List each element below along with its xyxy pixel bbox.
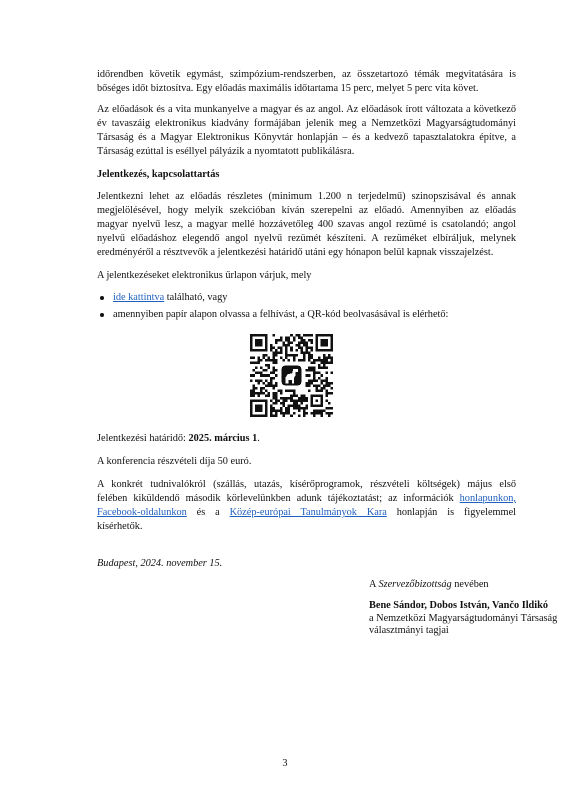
list-item — [97, 291, 516, 305]
text-line: megjelölésével, hogy melyik szekcióban kíván szerepelni az előadó. Amennyiben az előadás — [97, 205, 516, 216]
qr-code[interactable] — [250, 334, 333, 417]
text-line: Társaság és a Magyar Elektronikus Könyvtár honlapján – és a kedvező tapasztalatokra építve, a — [97, 132, 516, 143]
bullet-list — [97, 291, 516, 322]
faculty-link[interactable]: Közép-európai Tanulmányok Kara — [229, 507, 387, 518]
text-span: felében kiküldendő második körlevelünkben adunk tájékoztatást; az információk — [97, 493, 460, 504]
section-heading: Jelentkezés, kapcsolattartás — [97, 169, 220, 180]
text-line: Az előadások és a vita munkanyelve a magyar és az angol. Az előadások írott változata a következő — [97, 104, 516, 115]
text-line: év tavaszáig elektronikus kiadvány formájában jelenik meg a Nemzetközi Magyarságtudományi — [97, 118, 516, 129]
paragraph-schedule — [97, 68, 516, 96]
paragraph-application — [97, 190, 516, 260]
signatory-org: a Nemzetközi Magyarságtudományi Társaság — [369, 612, 558, 624]
text-span: honlapján is figyelemmel — [386, 507, 517, 518]
paragraph-language — [97, 103, 516, 159]
signature-block — [369, 600, 559, 638]
deadline-end: . — [257, 433, 260, 444]
text-line — [97, 492, 516, 506]
text-line: eredményéről a résztvevők a jelentkezési határidő utáni egy hónapon belül kapnak visszajelzést. — [97, 247, 494, 258]
text-span: nevében — [451, 579, 489, 590]
deadline-label: Jelentkezési határidő: — [97, 433, 189, 444]
text-line: magyar nyelvű lesz, a magyar mellé hozzávetőleg 400 szavas angol rezümé is csatolandó; angol — [97, 219, 516, 230]
text-line: Jelentkezni lehet az előadás részletes (minimum 1.200 n terjedelmű) szinopszisával és annak — [97, 191, 516, 202]
signatory-names: Bene Sándor, Dobos István, Vančo Ildikó — [369, 600, 549, 611]
list-item-text: amennyiben papír alapon olvassa a felhívást, a QR-kód beolvasásával is elérhető: — [113, 309, 449, 320]
text-line: nyelvű előadáshoz elegendő angol nyelvű rezümét készíteni. A rezüméket elbíráljuk, melynek — [97, 233, 516, 244]
fee-line: A konferencia részvételi díja 50 euró. — [97, 456, 252, 467]
page-number: 3 — [282, 758, 288, 769]
paragraph-form-intro: A jelentkezéseket elektronikus űrlapon várjuk, mely — [97, 270, 312, 281]
facebook-link[interactable]: Facebook-oldalunkon — [97, 507, 187, 518]
committee-name: Szervezőbizottság — [378, 579, 452, 590]
text-line: kísérhetők. — [97, 521, 143, 532]
text-line — [97, 506, 516, 520]
list-item-text: található, vagy — [164, 292, 228, 303]
deadline-date: 2025. március 1 — [188, 433, 258, 444]
text-span: A — [369, 579, 379, 590]
deadline-line — [97, 432, 516, 446]
form-link[interactable]: ide kattintva — [113, 292, 165, 303]
text-line: bőséges időt biztosítva. Egy előadás maximális időtartama 15 perc, melyet 5 perc vita követ. — [97, 83, 479, 94]
text-line: A konkrét tudnivalókról (szállás, utazás, kísérőprogramok, részvételi költségek) május első — [97, 479, 516, 490]
text-span: és a — [186, 507, 230, 518]
place-date: Budapest, 2024. november 15. — [97, 558, 223, 569]
text-line: időrendben követik egymást, szimpózium-rendszerben, az összetartozó témák megvitatására is — [97, 69, 516, 80]
paragraph-info — [97, 478, 516, 534]
list-item — [97, 308, 516, 322]
website-link[interactable]: honlapunkon, — [459, 493, 516, 504]
signature-on-behalf — [369, 578, 559, 592]
signatory-role: választmányi tagjai — [369, 625, 449, 636]
text-line: Társaság ezúttal is eséllyel pályázik a nyomtatott publikálásra. — [97, 146, 355, 157]
